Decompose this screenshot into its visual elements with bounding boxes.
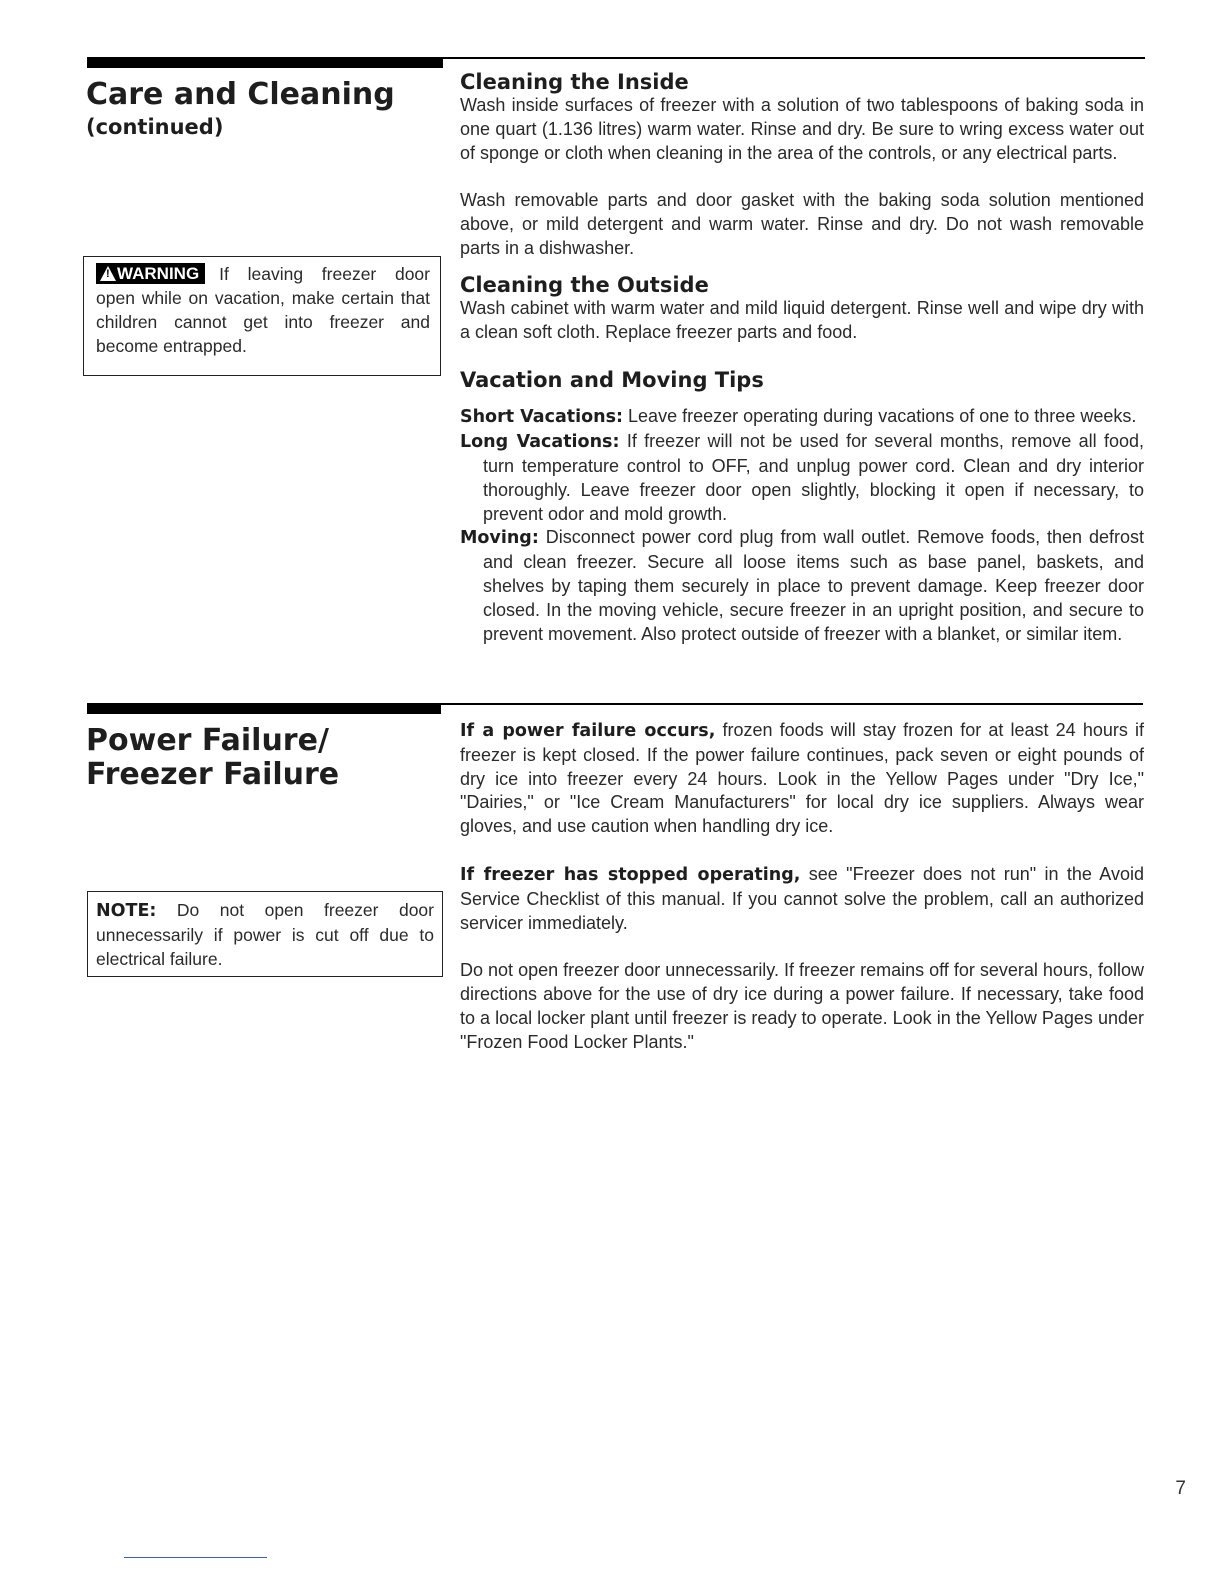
- paragraph-outside-1: Wash cabinet with warm water and mild liquid detergent. Rinse well and wipe dry with a clean soft cloth. Replace freezer parts and food.: [460, 297, 1144, 342]
- warning-badge-label: WARNING: [117, 264, 200, 283]
- paragraph-inside-2: Wash removable parts and door gasket with the baking soda solution mentioned above, or mild detergent and warm water. Rinse and dry. Do not wash removable parts in a dishwasher.: [460, 190, 1144, 258]
- section-title-power-line2: Freezer Failure: [86, 756, 340, 792]
- care-body: [460, 70, 1144, 646]
- tip-short-text: Leave freezer operating during vacations of one to three weeks.: [628, 406, 1137, 427]
- section-subtitle-continued: (continued): [86, 115, 224, 139]
- heading-cleaning-inside: Cleaning the Inside: [460, 70, 689, 94]
- paragraph-power-2-lead: If freezer has stopped operating,: [460, 864, 801, 885]
- note-text: Do not open freezer door unnecessarily if power is cut off due to electrical failure.: [96, 900, 434, 969]
- section-title-power: [86, 724, 339, 791]
- warning-text: If leaving freezer door open while on vacation, make certain that children cannot get into freezer and become entrapped.: [96, 264, 430, 356]
- section-rule-care-thick: [87, 57, 443, 68]
- heading-vacation-moving: Vacation and Moving Tips: [460, 368, 764, 393]
- warning-triangle-icon: [100, 266, 116, 281]
- paragraph-power-1: [460, 719, 1144, 839]
- footer-line: [124, 1557, 267, 1558]
- note-label: NOTE:: [96, 901, 157, 921]
- section-rule-power-thick: [87, 703, 441, 714]
- tip-short-label: Short Vacations:: [460, 407, 624, 428]
- warning-box: [83, 256, 441, 376]
- section-title-care: Care and Cleaning: [86, 77, 395, 112]
- tip-long-label: Long Vacations:: [460, 432, 620, 453]
- paragraph-power-1-lead: If a power failure occurs,: [460, 721, 716, 741]
- paragraph-power-1-text: frozen foods will stay frozen for at least 24 hours if freezer is kept closed. If the power failure continues, pack seven or eight pounds of dry ice into freezer every 24 hours. Look in the Yellow Pages under "Dry Ice," "Dairies," or "Ice Cream Manufacturers" for local dry ice suppliers. Always wear gloves, and use caution when handling dry ice.: [460, 720, 1144, 837]
- power-body: [460, 719, 1144, 1055]
- tip-moving-text: Disconnect power cord plug from wall outlet. Remove foods, then defrost and clean freezer. Secure all loose items such as base panel, baskets, and shelves by taping them securely in place to prevent damage. Keep freezer door closed. In the moving vehicle, secure freezer in an upright position, and secure to prevent movement. Also protect outside of freezer with a blanket, or similar item.: [483, 527, 1144, 644]
- paragraph-power-2-text: see "Freezer does not run" in the Avoid Service Checklist of this manual. If you cannot solve the problem, call an authorized servicer immediately.: [460, 863, 1144, 933]
- warning-badge: [96, 263, 205, 284]
- tip-moving: [460, 526, 1144, 646]
- tip-long-text: If freezer will not be used for several months, remove all food, turn temperature control to OFF, and unplug power cord. Clean and dry interior thoroughly. Leave freezer door open slightly, blocking it open if necessary, to prevent odor and mold growth.: [483, 431, 1144, 524]
- paragraph-power-2: [460, 863, 1144, 935]
- tip-moving-label: Moving:: [460, 528, 539, 549]
- heading-cleaning-outside: Cleaning the Outside: [460, 272, 709, 297]
- section-title-power-line1: Power Failure/: [86, 723, 329, 758]
- tip-long-vacations: [460, 430, 1144, 526]
- paragraph-power-3: Do not open freezer door unnecessarily. If freezer remains off for several hours, follow directions above for the use of dry ice during a power failure. If necessary, take food to a local locker plant until freezer is ready to operate. Look in the Yellow Pages under "Frozen Food Locker Plants.": [460, 960, 1144, 1052]
- page-number: 7: [1175, 1478, 1186, 1499]
- section-rule-power-thin: [441, 703, 1143, 705]
- tip-short-vacations: [460, 405, 1144, 430]
- paragraph-inside-1: Wash inside surfaces of freezer with a solution of two tablespoons of baking soda in one quart (1.136 litres) warm water. Rinse and dry. Be sure to wring excess water out of sponge or cloth when cleaning in the area of the controls, or any electrical parts.: [460, 95, 1144, 163]
- note-box: [87, 891, 443, 977]
- section-rule-care-thin: [443, 57, 1145, 59]
